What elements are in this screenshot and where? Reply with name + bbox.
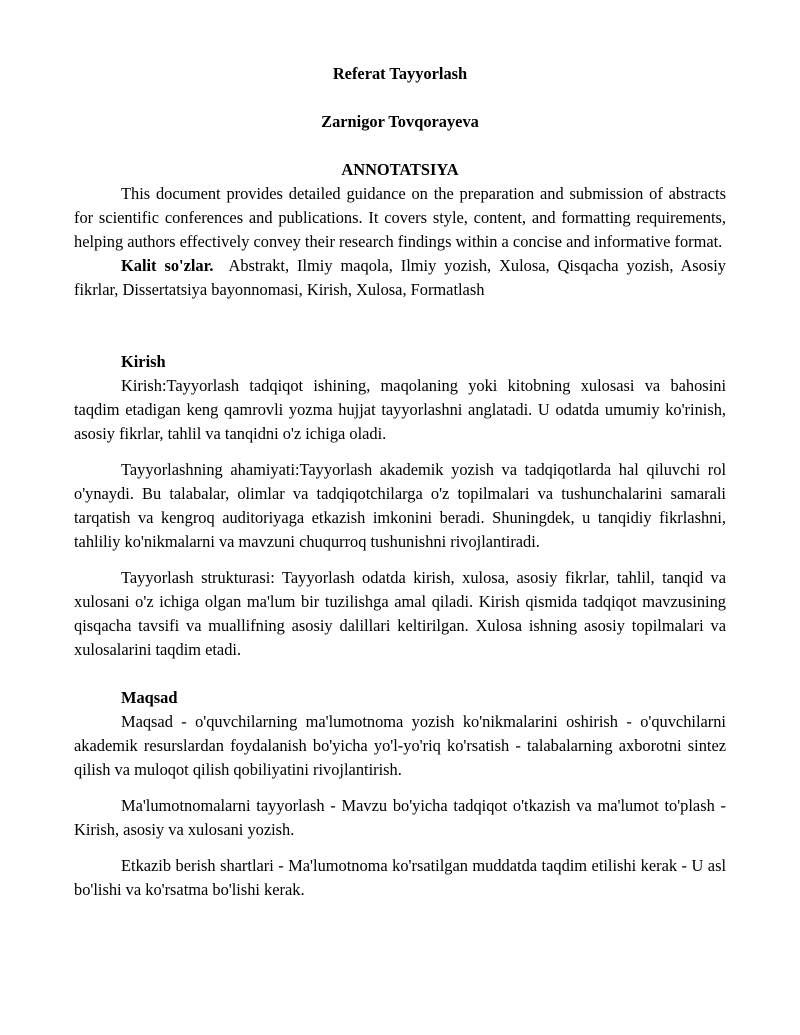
kirish-paragraph-1: Kirish:Tayyorlash tadqiqot ishining, maqolaning yoki kitobning xulosasi va bahosini taqdim etadigan keng qamrovli yozma hujjat tayyorlashni anglatadi. U odatda umumiy ko'rinish, asosiy fikrlar, tahlil va tanqidni o'z ichiga oladi. [74,376,726,443]
maqsad-paragraph-2: Ma'lumotnomalarni tayyorlash - Mavzu bo'yicha tadqiqot o'tkazish va ma'lumot to'plash - Kirish, asosiy va xulosani yozish. [74,796,726,839]
keywords-text: Abstrakt, Ilmiy maqola, Ilmiy yozish, Xulosa, Qisqacha yozish, Asosiy fikrlar, Dissertatsiya bayonnomasi, Kirish, Xulosa, Formatlash [74,256,726,299]
document-page [74,62,726,902]
section-heading-kirish: Kirish [121,352,166,371]
kirish-paragraph-2: Tayyorlashning ahamiyati:Tayyorlash akademik yozish va tadqiqotlarda hal qiluvchi rol o'ynaydi. Bu talabalar, olimlar va tadqiqotchilarga o'z topilmalari va tushunchalarini samarali tarqatish va kengroq auditoriyaga etkazish imkonini beradi. Shuningdek, u tanqidiy fikrlashni, tahliliy ko'nikmalarni va mavzuni chuqurroq tushunishni rivojlantiradi. [74,460,726,551]
keywords-label: Kalit so'zlar. [121,256,214,275]
keywords-paragraph [74,254,726,302]
abstract-paragraph: This document provides detailed guidance on the preparation and submission of abstracts for scientific conferences and publications. It covers style, content, and formatting requirements, helping authors effectively convey their research findings within a concise and informative format. [74,184,726,251]
author-name: Zarnigor Tovqorayeva [321,112,479,131]
abstract-heading: ANNOTATSIYA [341,160,459,179]
section-heading-maqsad: Maqsad [121,688,178,707]
document-title: Referat Tayyorlash [332,64,468,83]
maqsad-paragraph-1: Maqsad - o'quvchilarning ma'lumotnoma yozish ko'nikmalarini oshirish - o'quvchilarni akademik resurslardan foydalanish bo'yicha yo'l-yo'riq ko'rsatish - talabalarning axborotni sintez qilish va muloqot qilish qobiliyatini rivojlantirish. [74,712,726,779]
maqsad-paragraph-3: Etkazib berish shartlari - Ma'lumotnoma ko'rsatilgan muddatda taqdim etilishi kerak - U asl bo'lishi va ko'rsatma bo'lishi kerak. [74,856,726,899]
kirish-paragraph-3: Tayyorlash strukturasi: Tayyorlash odatda kirish, xulosa, asosiy fikrlar, tahlil, tanqid va xulosani o'z ichiga olgan ma'lum bir tuzilishga amal qiladi. Kirish qismida tadqiqot mavzusining qisqacha tavsifi va muallifning asosiy dalillari keltirilgan. Xulosa ishning asosiy topilmalari va xulosalarini taqdim etadi. [74,568,726,659]
